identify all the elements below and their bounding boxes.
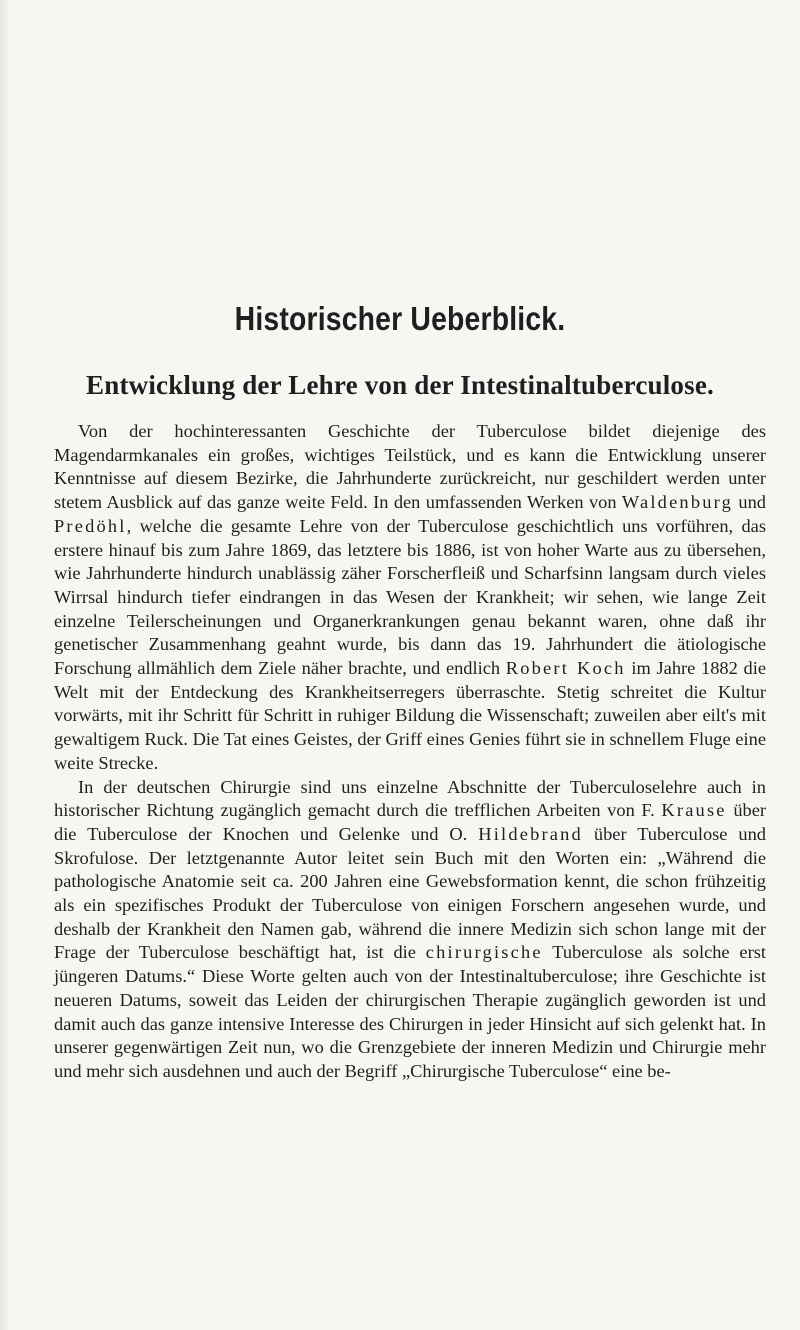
paragraph-2 <box>54 776 766 1084</box>
text-segment: über die Tuberculose der Knochen und Gelenke und O. <box>54 800 766 844</box>
body-text <box>54 420 766 1084</box>
emphasis-chirurgische: chirurgische <box>425 942 543 963</box>
author-name-predoehl: Predöhl <box>54 515 127 536</box>
text-segment: Tuberculose als solche erst jüngeren Datums.“ Diese Worte gelten auch von der Intestinaltuberculose; ihre Geschichte ist neueren Datums, soweit das Leiden der chirurgischen Therapie zugänglich geworden ist und damit auch das ganze intensive Interesse des Chirurgen in jeder Hinsicht auf sich gelenkt hat. In unserer gegenwärtigen Zeit nun, wo die Grenzgebiete der inneren Medizin und Chirurgie mehr und mehr sich ausdehnen und auch der Begriff „Chirurgische Tuberculose“ eine be- <box>54 942 766 1081</box>
author-name-krause: Krause <box>661 800 727 821</box>
text-segment: Von der hochinteressanten Geschichte der Tuberculose bildet diejenige des Magendarmkanales ein großes, wichtiges Teilstück, und es kann die Entwicklung unserer Kenntnisse auf diesem Bezirke, die Jahrhunderte zurückreicht, nur geschildert werden unter stetem Ausblick auf das ganze weite Feld. In den umfassenden Werken von <box>54 421 766 513</box>
text-segment: im Jahre 1882 die Welt mit der Entdeckung des Krankheitserregers überraschte. Stetig schreitet die Kultur vorwärts, mit ihr Schritt für Schritt in ruhiger Bildung die Wissenschaft; zuweilen aber eilt's mit gewaltigem Ruck. Die Tat eines Geistes, der Griff eines Genies führt sie in schnellem Fluge eine weite Strecke. <box>54 658 766 773</box>
author-name-hildebrand: Hildebrand <box>478 823 583 844</box>
section-title: Entwicklung der Lehre von der Intestinaltuberculose. <box>86 370 714 400</box>
text-segment: In der deutschen Chirurgie sind uns einzelne Abschnitte der Tuberculoselehre auch in historischer Richtung zugänglich gemacht durch die trefflichen Arbeiten von F. <box>54 776 766 821</box>
text-segment: , welche die gesamte Lehre von der Tuberculose geschichtlich uns vorführen, das erstere hinauf bis zum Jahre 1869, das letztere bis 1886, ist von hoher Warte aus zu übersehen, wie Jahrhunderte hindurch unablässig zäher Forscherfleiß und Scharfsinn langsam durch vieles Wirrsal hindurch tiefer eindrangen in das Wesen der Krankheit; wir sehen, wie lange Zeit einzelne Teilerscheinungen und Organerkrankungen genau bekannt waren, ohne daß ihr genetischer Zusammenhang geahnt wurde, bis dann das 19. Jahrhundert die ätiologische Forschung allmählich dem Ziele näher brachte, und endlich <box>54 515 766 679</box>
author-name-waldenburg: Waldenburg <box>621 492 734 513</box>
page-gutter-shadow <box>0 0 10 1330</box>
text-segment: über Tuberculose und Skrofulose. Der letztgenannte Autor leitet sein Buch mit den Worten ein: „Während die pathologische Anatomie seit ca. 200 Jahren eine Gewebsformation kennt, die schon frühzeitig als ein spezifisches Produkt der Tuberculose von einigen Forschern angesehen wurde, und deshalb der Krankheit den Namen gab, während die innere Medizin sich schon lange mit der Frage der Tuberculose beschäftigt hat, ist die <box>54 823 766 963</box>
paragraph-1 <box>54 420 766 776</box>
chapter-title: Historischer Ueberblick. <box>234 300 566 337</box>
author-name-robert-koch: Robert Koch <box>505 658 626 679</box>
text-segment: und <box>733 492 766 513</box>
